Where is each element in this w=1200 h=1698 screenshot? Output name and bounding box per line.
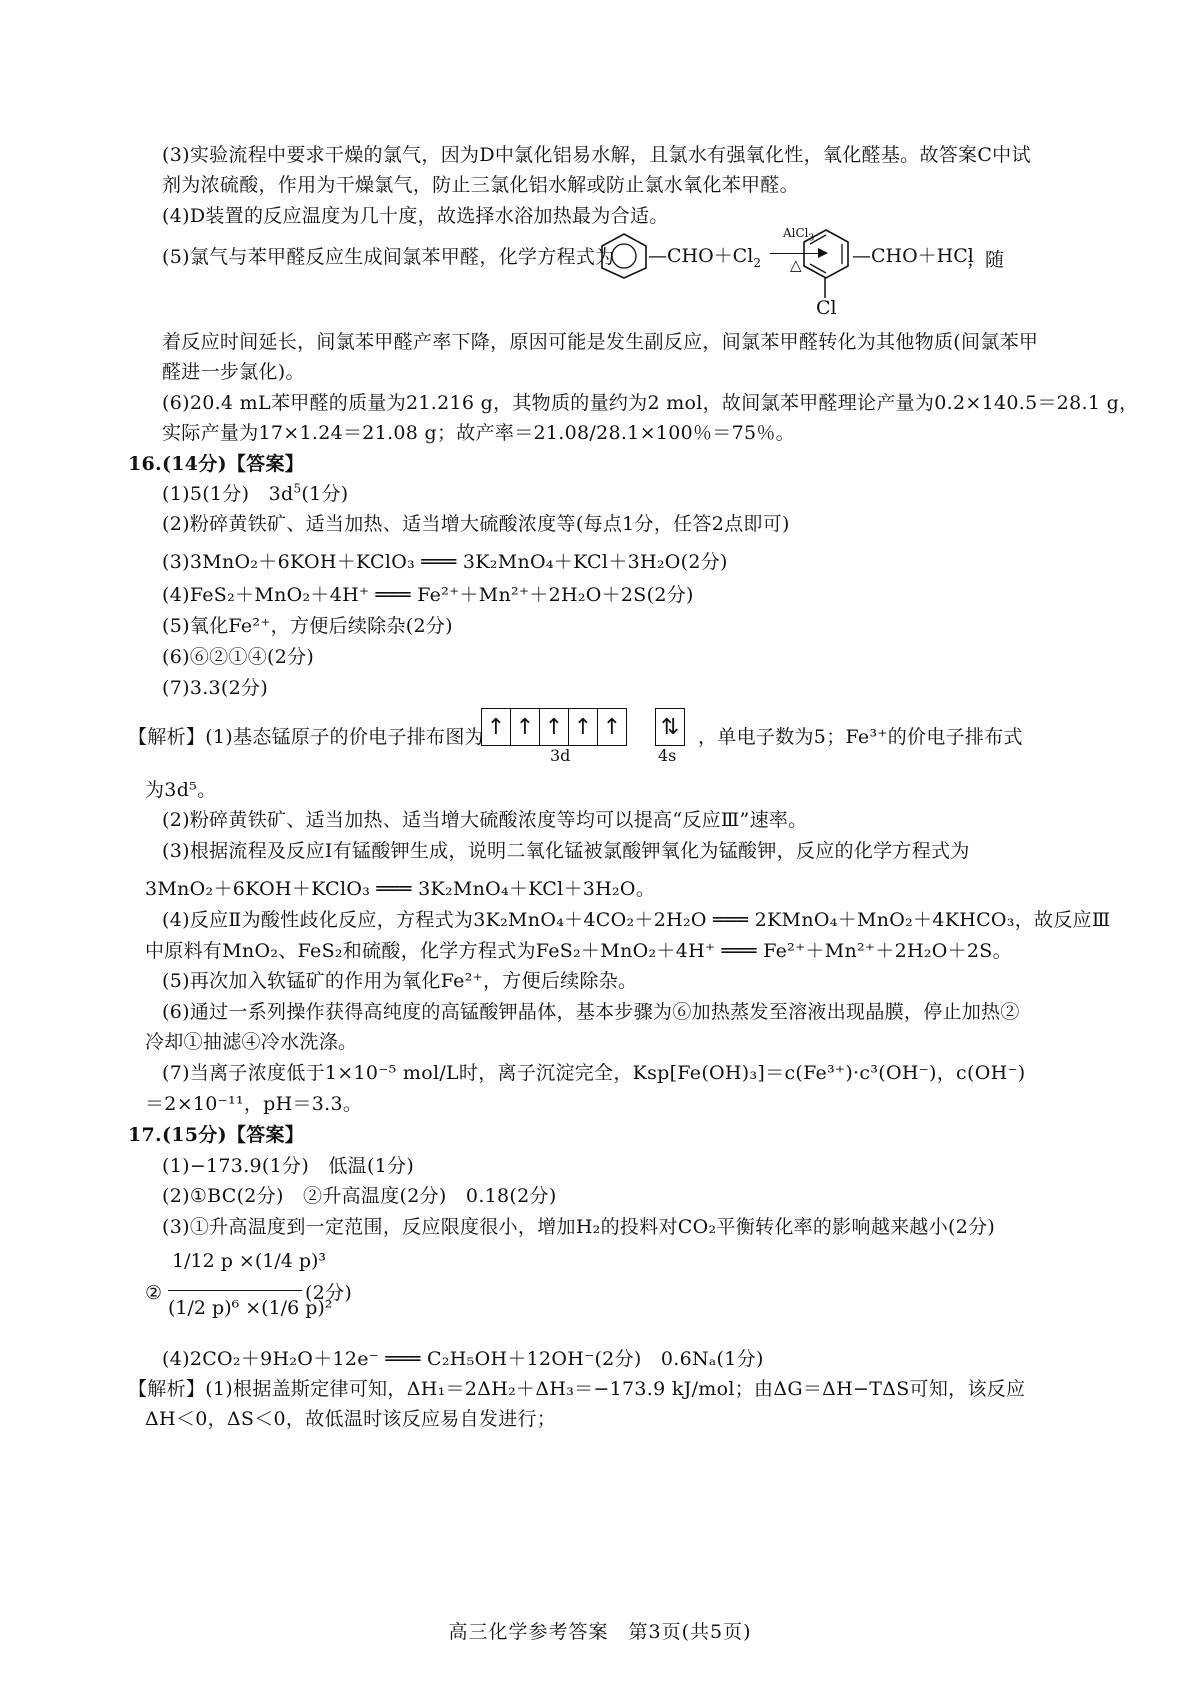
s15-cl-substituent: Cl: [816, 297, 837, 319]
s15-p4: (4)D装置的反应温度为几十度，故选择水浴加热最为合适。: [162, 205, 669, 227]
s17-heading: 17.(15分)【答案】: [128, 1124, 305, 1146]
s16-answer-5: (5)氧化Fe²⁺，方便后续除杂(2分): [162, 615, 453, 637]
s16-analysis-5: (5)再次加入软锰矿的作用为氧化Fe²⁺，方便后续除杂。: [162, 970, 638, 992]
fraction-numerator: 1/12 p ×(1/4 p)³: [172, 1250, 327, 1272]
up-arrow-icon: ↑: [482, 709, 511, 745]
up-arrow-icon: ↑: [602, 714, 622, 740]
up-arrow-icon: ↑: [511, 709, 540, 745]
s17-analysis-1-line2: ΔH＜0，ΔS＜0，故低温时该反应易自发进行；: [145, 1408, 557, 1430]
s16-heading: 16.(14分)【答案】: [128, 453, 305, 475]
s16-analysis-7-line1: (7)当离子浓度低于1×10⁻⁵ mol/L时，离子沉淀完全，Ksp[Fe(OH)₃]＝c(Fe³⁺)·c³(OH⁻)，c(OH⁻): [162, 1062, 1026, 1084]
fraction-bar: [168, 1290, 302, 1291]
up-arrow-icon: ↑: [569, 709, 598, 745]
orbital-4s-box: [655, 708, 685, 746]
s16-analysis-3-line1: (3)根据流程及反应Ⅰ有锰酸钾生成，说明二氧化锰被氯酸钾氧化为锰酸钾，反应的化学方程式为: [162, 840, 970, 862]
s16-analysis-1-tail: ，单电子数为5；Fe³⁺的价电子排布式: [698, 726, 1023, 748]
s17-answer-3-score: (2分): [305, 1282, 353, 1304]
s17-answer-1: (1)−173.9(1分) 低温(1分): [162, 1155, 415, 1177]
s16-analysis-6-line2: 冷却①抽滤④冷水洗涤。: [145, 1031, 358, 1053]
s16-answer-6: (6)⑥②①④(2分): [162, 646, 315, 668]
orbital-3d-label: 3d: [550, 746, 571, 765]
orbital-4s-label: 4s: [658, 746, 677, 765]
s16-answer-2: (2)粉碎黄铁矿、适当加热、适当增大硫酸浓度等(每点1分，任答2点即可): [162, 513, 790, 535]
page-footer: 高三化学参考答案 第3页(共5页): [448, 1621, 752, 1643]
s16-analysis-1-line2: 为3d⁵。: [145, 779, 217, 801]
s17-answer-3-line1: (3)①升高温度到一定范围，反应限度很小，增加H₂的投料对CO₂平衡转化率的影响越来越小(2分): [162, 1216, 996, 1238]
s15-reactant-text: $—CHO+Cl_2$: [648, 245, 761, 270]
s16-answer-1: (1)5(1分) $3d^5(1$分): [162, 481, 349, 505]
s15-heat-condition: △: [790, 256, 802, 274]
s15-p5-tail: ；随: [966, 249, 1005, 271]
s17-answer-3-circle: ②: [145, 1282, 163, 1304]
s15-catalyst: AlCl$_3$: [783, 226, 815, 244]
s16-analysis-4-line1: (4)反应Ⅱ为酸性歧化反应，方程式为3K₂MnO₄＋4CO₂＋2H₂O ═══ 2KMnO₄＋MnO₂＋4KHCO₃，故反应Ⅲ: [162, 909, 1111, 931]
s16-analysis-4-line2: 中原料有MnO₂、FeS₂和硫酸，化学方程式为FeS₂＋MnO₂＋4H⁺ ═══ Fe²⁺＋Mn²⁺＋2H₂O＋2S。: [145, 940, 1012, 962]
s15-p5-line2: 着反应时间延长，间氯苯甲醛产率下降，原因可能是发生副反应，间氯苯甲醛转化为其他物质(间氯苯甲: [162, 331, 1039, 353]
chlorobenzaldehyde-ring-icon: [800, 228, 852, 284]
paired-arrows-icon: ⇅: [660, 714, 680, 740]
s15-p3-line1: (3)实验流程中要求干燥的氯气，因为D中氯化铝易水解，且氯水有强氧化性，氧化醛基。故答案C中试: [162, 144, 1031, 166]
cl-bond-icon: [820, 278, 830, 298]
s16-answer-7: (7)3.3(2分): [162, 677, 269, 699]
s17-analysis-1-line1: 【解析】(1)根据盖斯定律可知，ΔH₁＝2ΔH₂＋ΔH₃＝−173.9 kJ/mol；由ΔG＝ΔH−TΔS可知，该反应: [128, 1378, 1026, 1400]
s15-p5-intro: (5)氯气与苯甲醛反应生成间氯苯甲醛，化学方程式为: [162, 246, 615, 268]
fraction-denominator: (1/2 p)⁶ ×(1/6 p)²: [168, 1297, 333, 1319]
s16-answer-4: (4)FeS₂＋MnO₂＋4H⁺ ═══ Fe²⁺＋Mn²⁺＋2H₂O＋2S(2分): [162, 584, 694, 606]
s17-answer-4: (4)2CO₂＋9H₂O＋12e⁻ ═══ C₂H₅OH＋12OH⁻(2分) 0.6Nₐ(1分): [162, 1348, 764, 1370]
orbital-3d-box: [481, 708, 627, 746]
up-arrow-icon: ↑: [540, 709, 569, 745]
s15-p6-line2: 实际产量为17×1.24＝21.08 g；故产率＝21.08/28.1×100％＝75％。: [162, 422, 795, 444]
s17-answer-2: (2)①BC(2分) ②升高温度(2分) 0.18(2分): [162, 1185, 557, 1207]
s15-p6-line1: (6)20.4 mL苯甲醛的质量为21.216 g，其物质的量约为2 mol，故间氯苯甲醛理论产量为0.2×140.5＝28.1 g，: [162, 392, 1139, 414]
s16-analysis-2: (2)粉碎黄铁矿、适当加热、适当增大硫酸浓度等均可以提高“反应Ⅲ”速率。: [162, 809, 808, 831]
s15-product-text: —CHO＋HCl: [852, 245, 974, 267]
s16-analysis-6-line1: (6)通过一系列操作获得高纯度的高锰酸钾晶体，基本步骤为⑥加热蒸发至溶液出现晶膜，停止加热②: [162, 1001, 1020, 1023]
s15-p5-line3: 醛进一步氯化)。: [162, 361, 305, 383]
s16-analysis-3-line2: 3MnO₂＋6KOH＋KClO₃ ═══ 3K₂MnO₄＋KCl＋3H₂O。: [145, 878, 656, 900]
s16-answer-3: (3)3MnO₂＋6KOH＋KClO₃ ═══ 3K₂MnO₄＋KCl＋3H₂O(2分): [162, 551, 728, 573]
s15-p3-line2: 剂为浓硫酸，作用为干燥氯气，防止三氯化铝水解或防止氯水氧化苯甲醛。: [162, 174, 799, 196]
benzene-ring-icon: [598, 232, 650, 280]
s16-analysis-7-line2: ＝2×10⁻¹¹，pH＝3.3。: [145, 1093, 363, 1115]
s16-analysis-1-intro: 【解析】(1)基态锰原子的价电子排布图为: [128, 726, 484, 748]
